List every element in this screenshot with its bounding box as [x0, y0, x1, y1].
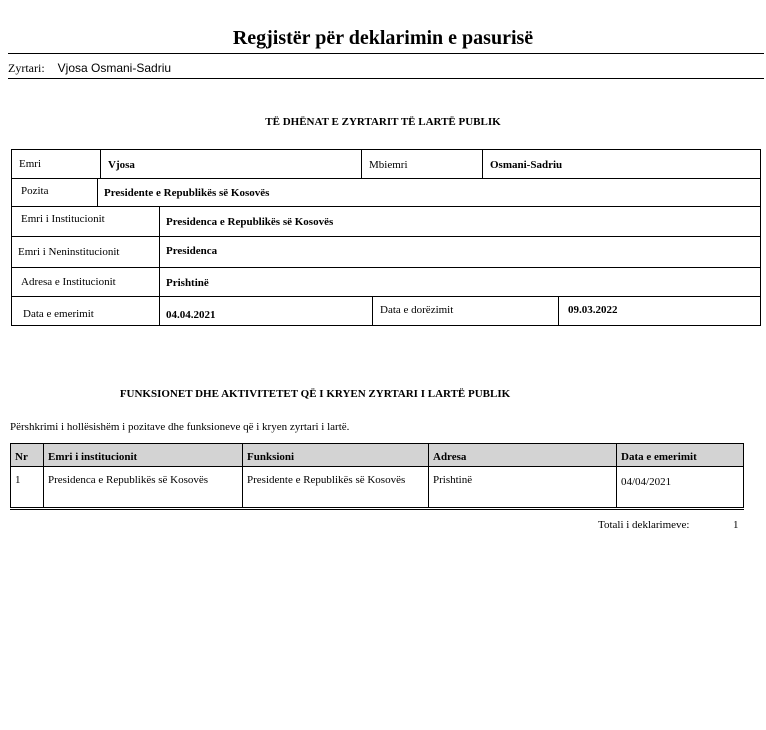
cell-data: 04/04/2021	[617, 467, 744, 509]
divider	[8, 53, 764, 54]
cell-institucioni: Presidenca e Republikës së Kosovës	[44, 467, 243, 509]
row-divider	[11, 206, 761, 207]
mbiemri-label: Mbiemri	[369, 159, 408, 171]
adresa-label: Adresa e Institucionit	[21, 276, 116, 288]
table-row	[11, 467, 744, 509]
official-label: Zyrtari:	[8, 61, 45, 75]
adresa-value: Prishtinë	[166, 277, 209, 289]
data-emerimit-value: 04.04.2021	[166, 309, 216, 321]
col-header-funksioni: Funksioni	[243, 444, 429, 467]
table-header-row	[11, 444, 744, 467]
pozita-value: Presidente e Republikës së Kosovës	[104, 187, 270, 199]
row-divider	[11, 296, 761, 297]
col-divider	[558, 296, 559, 326]
totals	[598, 519, 739, 531]
row-divider	[11, 267, 761, 268]
totals-label: Totali i deklarimeve:	[598, 519, 690, 531]
cell-nr: 1	[11, 467, 44, 509]
neninstitucioni-label: Emri i Neninstitucionit	[18, 246, 120, 258]
col-divider	[97, 178, 98, 206]
section-heading-official: TË DHËNAT E ZYRTARIT TË LARTË PUBLIK	[265, 116, 501, 128]
cell-adresa: Prishtinë	[429, 467, 617, 509]
col-divider	[482, 149, 483, 178]
official-row	[8, 61, 171, 76]
row-divider	[11, 236, 761, 237]
row-divider	[11, 178, 761, 179]
cell-funksioni: Presidente e Republikës së Kosovës	[243, 467, 429, 509]
col-header-data: Data e emerimit	[617, 444, 744, 467]
data-dorezimit-value: 09.03.2022	[568, 304, 618, 316]
official-name: Vjosa Osmani-Sadriu	[57, 61, 172, 75]
col-header-adresa: Adresa	[429, 444, 617, 467]
emri-value: Vjosa	[108, 159, 135, 171]
functions-table	[10, 443, 744, 510]
neninstitucioni-value: Presidenca	[166, 245, 218, 257]
col-divider	[159, 206, 160, 326]
institucioni-value: Presidenca e Republikës së Kosovës	[166, 216, 334, 228]
col-divider	[372, 296, 373, 326]
mbiemri-value: Osmani-Sadriu	[490, 159, 563, 171]
page-title: Regjistër për deklarimin e pasurisë	[232, 27, 534, 49]
functions-description: Përshkrimi i hollësishëm i pozitave dhe funksioneve që i kryen zyrtari i lartë.	[10, 421, 350, 433]
divider	[8, 78, 764, 79]
pozita-label: Pozita	[21, 185, 49, 197]
col-divider	[100, 149, 101, 178]
emri-label: Emri	[19, 158, 41, 170]
col-divider	[361, 149, 362, 178]
col-header-nr: Nr	[11, 444, 44, 467]
official-info-box	[11, 149, 761, 326]
data-emerimit-label: Data e emerimit	[23, 308, 94, 320]
col-header-institucioni: Emri i institucionit	[44, 444, 243, 467]
data-dorezimit-label: Data e dorëzimit	[380, 304, 454, 316]
institucioni-label: Emri i Institucionit	[21, 213, 105, 225]
totals-value: 1	[733, 519, 739, 531]
section-heading-functions: FUNKSIONET DHE AKTIVITETET QË I KRYEN ZYRTARI I LARTË PUBLIK	[119, 388, 511, 400]
